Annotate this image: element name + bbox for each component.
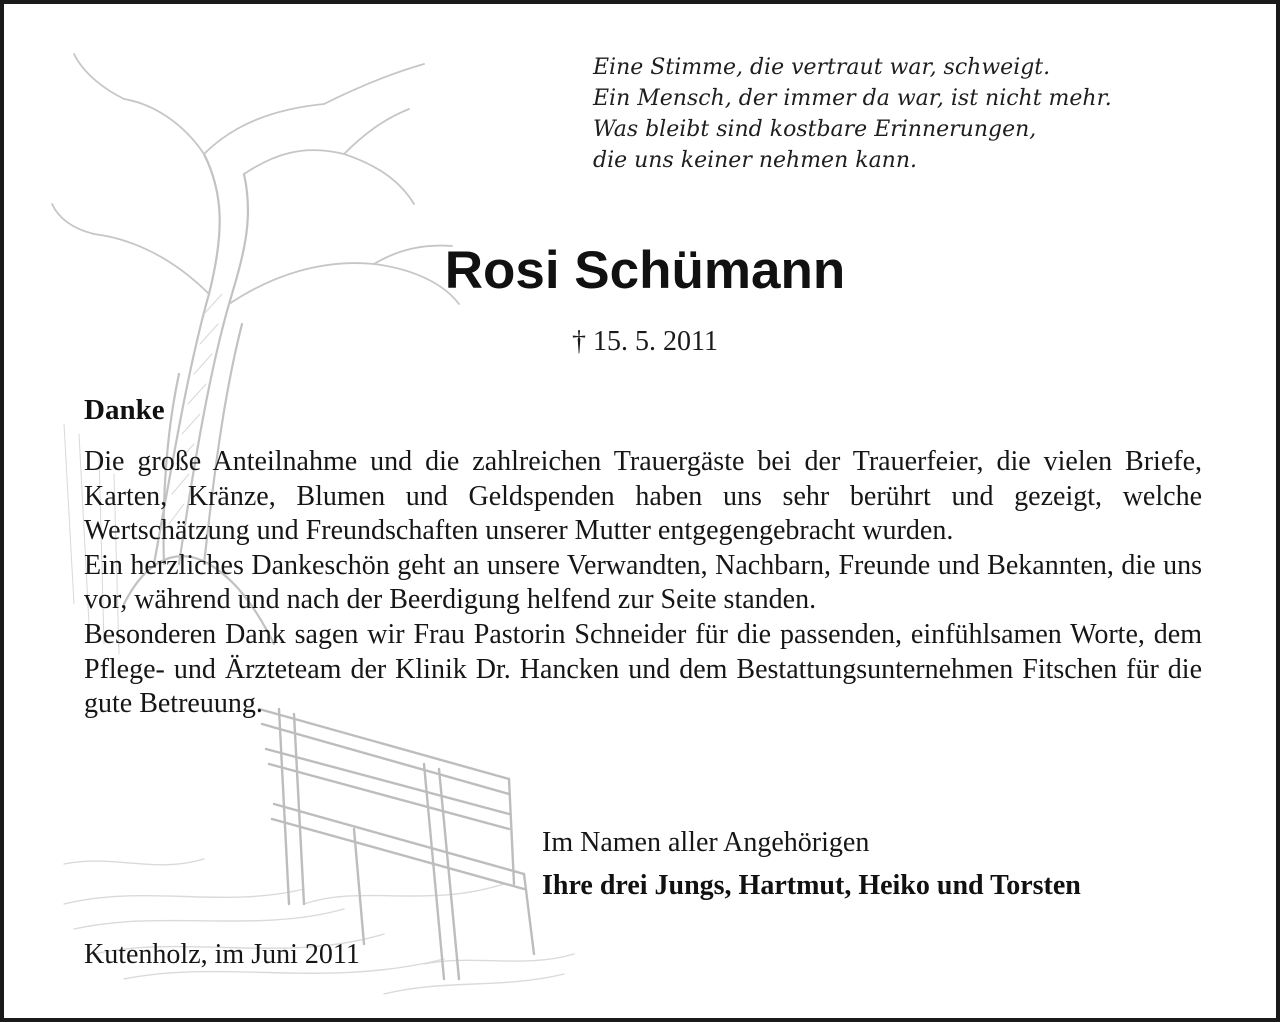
deceased-name: Rosi Schümann [444, 241, 846, 300]
memorial-quote [593, 52, 1112, 176]
death-date: † 15. 5. 2011 [572, 326, 718, 357]
quote-line: Ein Mensch, der immer da war, ist nicht mehr. [593, 86, 1112, 111]
quote-line: Eine Stimme, die vertraut war, schweigt. [593, 55, 1051, 80]
thanks-text [84, 445, 1202, 722]
signature-names: Ihre drei Jungs, Hartmut, Heiko und Torsten [542, 870, 1081, 901]
signature-intro: Im Namen aller Angehörigen [542, 827, 870, 858]
ground-hatching [64, 859, 574, 994]
thanks-heading: Danke [84, 394, 165, 426]
quote-line: die uns keiner nehmen kann. [593, 148, 918, 173]
thanks-paragraph: Besonderen Dank sagen wir Frau Pastorin Schneider für die passenden, einfühlsamen Worte, dem Pflege- und Ärzteteam der Klinik Dr. Hancken und dem Bestattungsunternehmen Fitschen für die gute Betreuung. [84, 618, 1202, 720]
place-and-date: Kutenholz, im Juni 2011 [84, 939, 360, 970]
thanks-paragraph: Die große Anteilnahme und die zahlreichen Trauergäste bei der Trauerfeier, die vielen Briefe, Karten, Kränze, Blumen und Geldspenden haben uns sehr berührt und gezeigt, welche Wertschätzung und Freundschaften unserer Mutter entgegengebracht wurden. [84, 446, 1202, 547]
quote-line: Was bleibt sind kostbare Erinnerungen, [593, 117, 1037, 142]
thanks-paragraph: Ein herzliches Dankeschön geht an unsere Verwandten, Nachbarn, Freunde und Bekannten, die uns vor, während und nach der Beerdigung helfend zur Seite standen. [84, 549, 1202, 616]
